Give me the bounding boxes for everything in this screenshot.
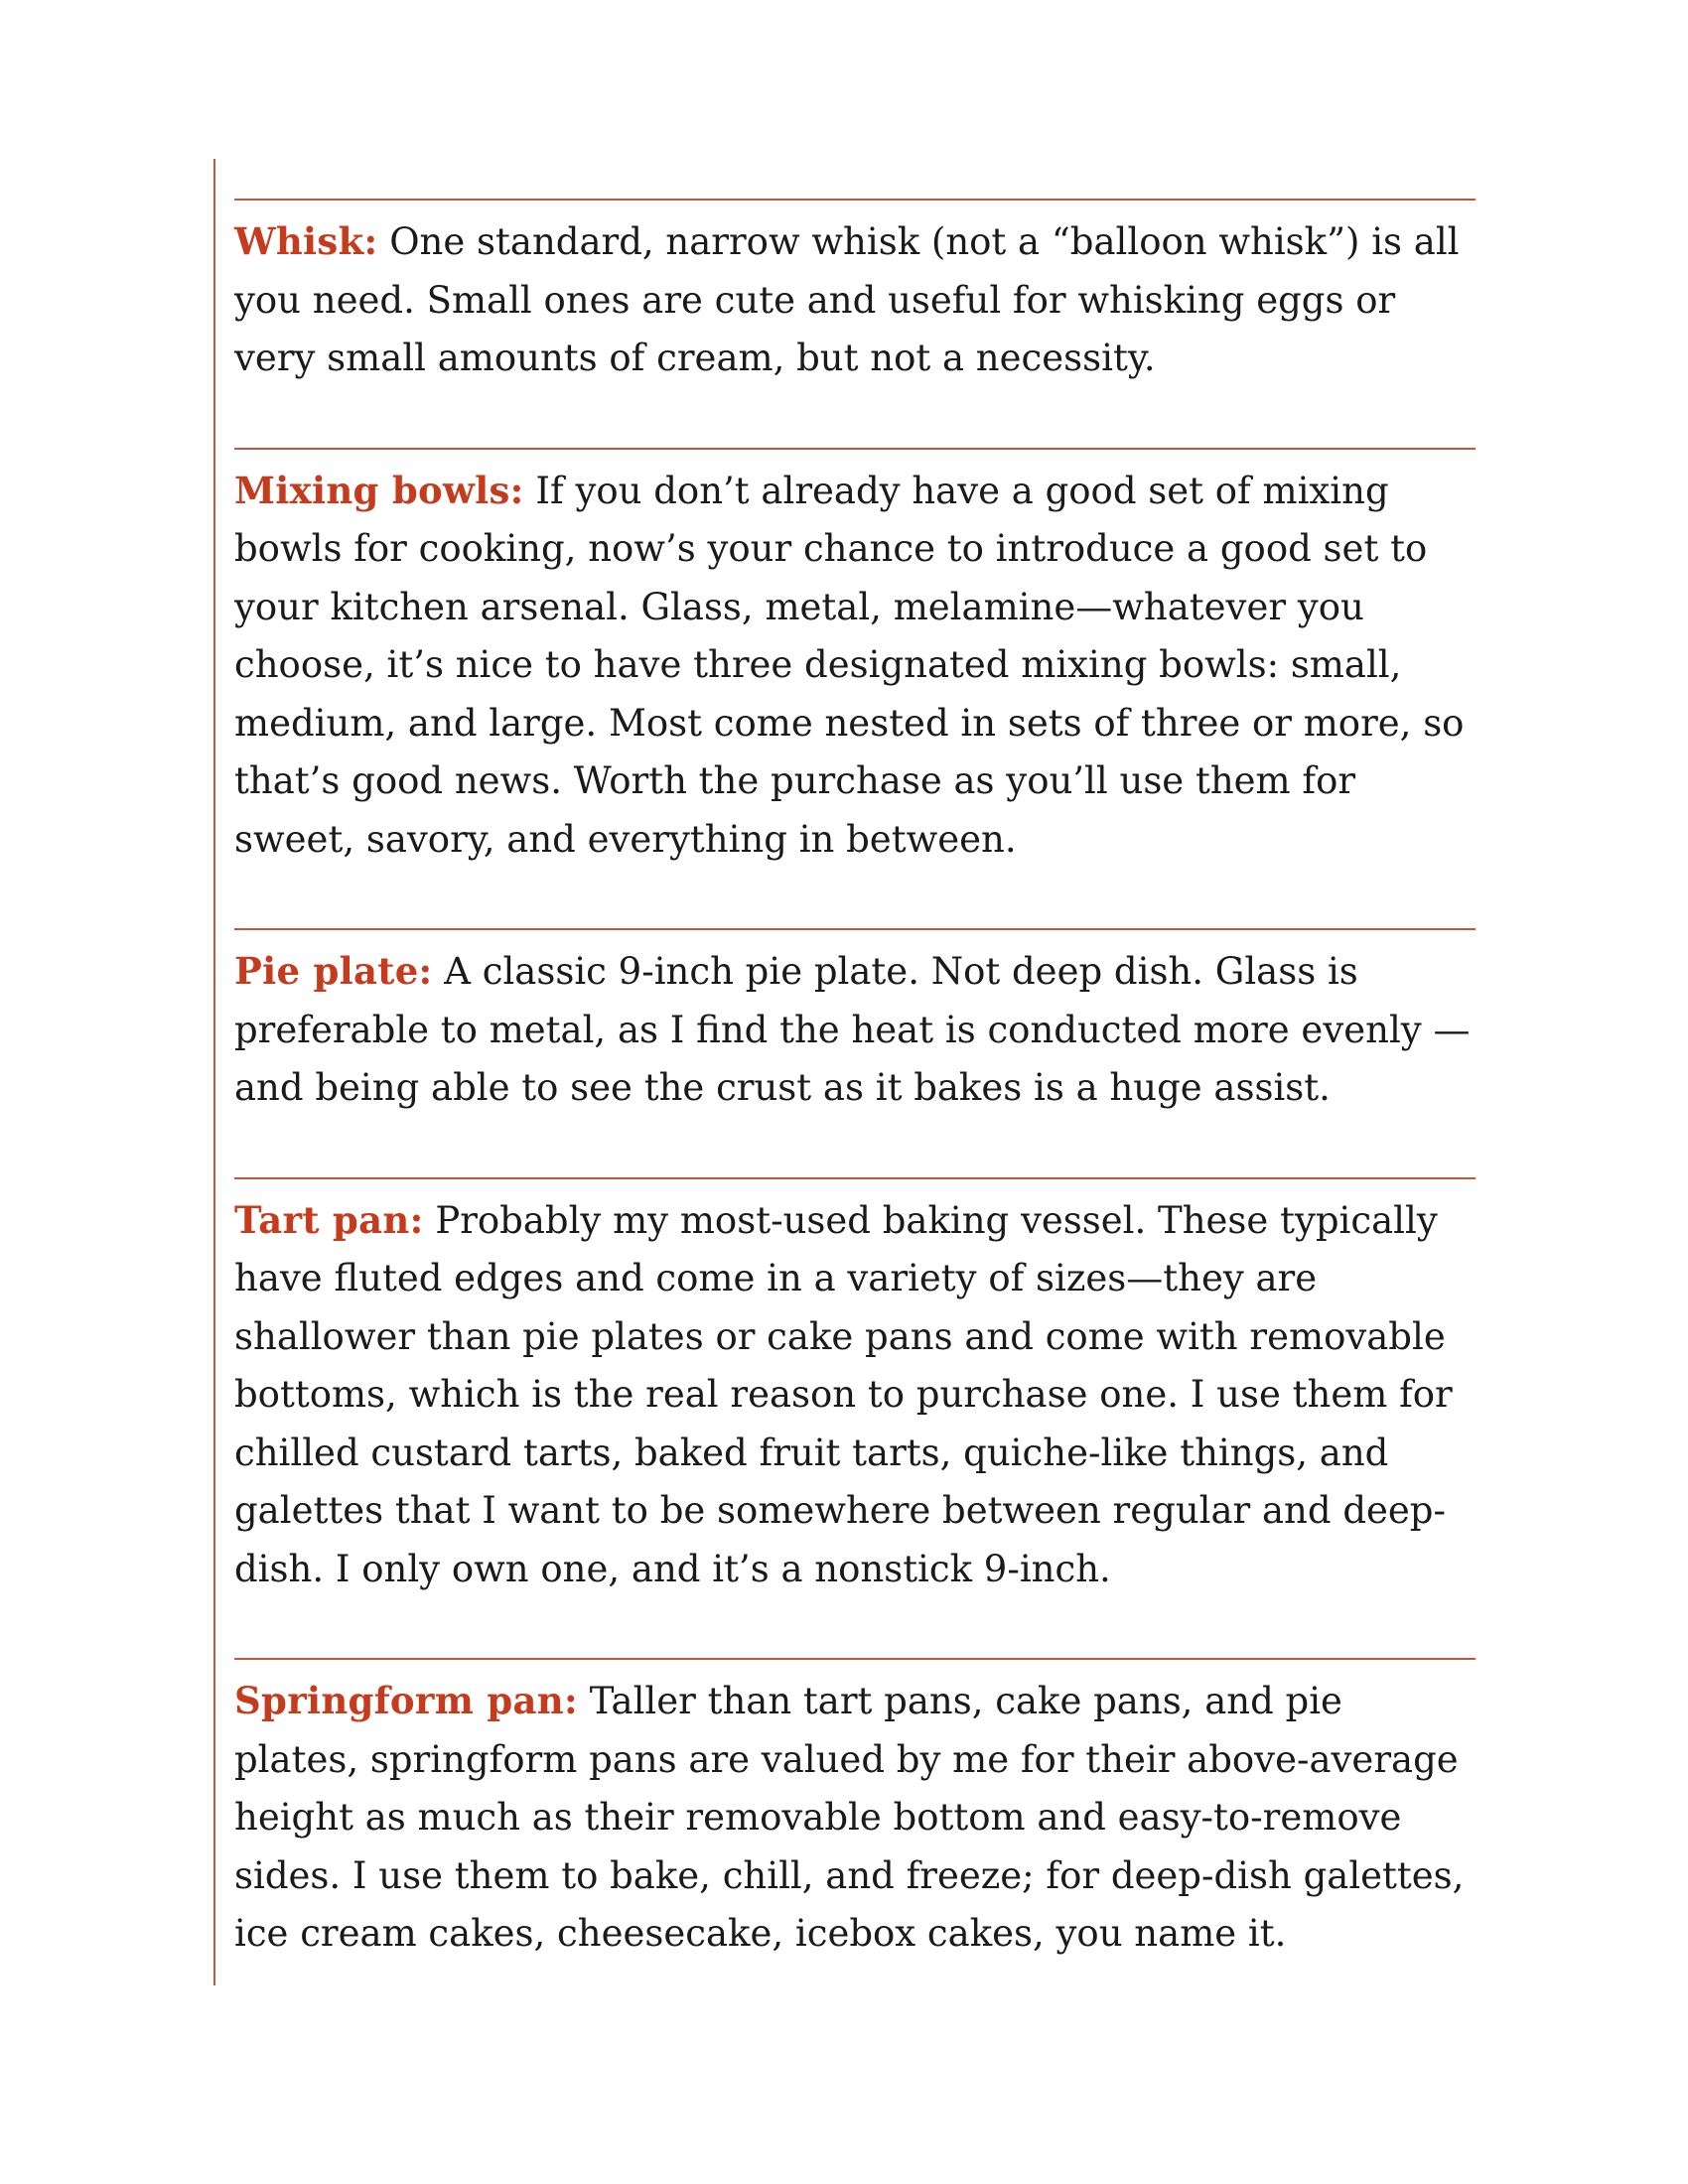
entry-text: If you don’t already have a good set of mixing bowls for cooking, now’s your chance to introduce a good set to your kitchen arsenal. Glass, metal, melamine—whatever you choose, it’s nice to have three designated mixing bowls: small, medium, and large. Most come nested in sets of three or more, so that’s good news. Worth the purchase as you’ll use them for sweet, savory, and everything in between. bbox=[234, 469, 1465, 861]
equipment-list bbox=[234, 199, 1476, 2023]
entry-term: Whisk: bbox=[234, 219, 378, 263]
margin-rule bbox=[213, 159, 215, 1985]
entry-text: Probably my most-used baking vessel. These typically have fluted edges and come in a variety of sizes—they are shallower than pie plates or cake pans and come with removable bottoms, which is the real reason to purchase one. I use them for chilled custard tarts, baked fruit tarts, quiche-like things, and galettes that I want to be somewhere between regular and deep-dish. I only own one, and it’s a nonstick 9-inch. bbox=[234, 1198, 1453, 1590]
entry-tart-pan bbox=[234, 1177, 1476, 1599]
entry-text: A classic 9-inch pie plate. Not deep dish. Glass is preferable to metal, as I find the heat is conducted more evenly —and being able to see the crust as it bakes is a huge assist. bbox=[234, 950, 1471, 1109]
entry-term: Tart pan: bbox=[234, 1197, 424, 1242]
entry-term: Mixing bowls: bbox=[234, 468, 524, 512]
entry-springform-pan bbox=[234, 1658, 1476, 1964]
entry-text: Taller than tart pans, cake pans, and pie plates, springform pans are valued by me for their above-average height as much as their removable bottom and easy-to-remove sides. I use them to bake, chill, and freeze; for deep-dish galettes, ice cream cakes, cheesecake, icebox cakes, you name it. bbox=[234, 1680, 1465, 1955]
entry-term: Springform pan: bbox=[234, 1679, 578, 1722]
entry-term: Pie plate: bbox=[234, 949, 433, 993]
entry-pie-plate bbox=[234, 928, 1476, 1118]
entry-text: One standard, narrow whisk (not a “balloon whisk”) is all you need. Small ones are cute and useful for whisking eggs or very small amounts of cream, but not a necessity. bbox=[234, 220, 1460, 379]
entry-whisk bbox=[234, 199, 1476, 388]
entry-mixing-bowls bbox=[234, 448, 1476, 870]
